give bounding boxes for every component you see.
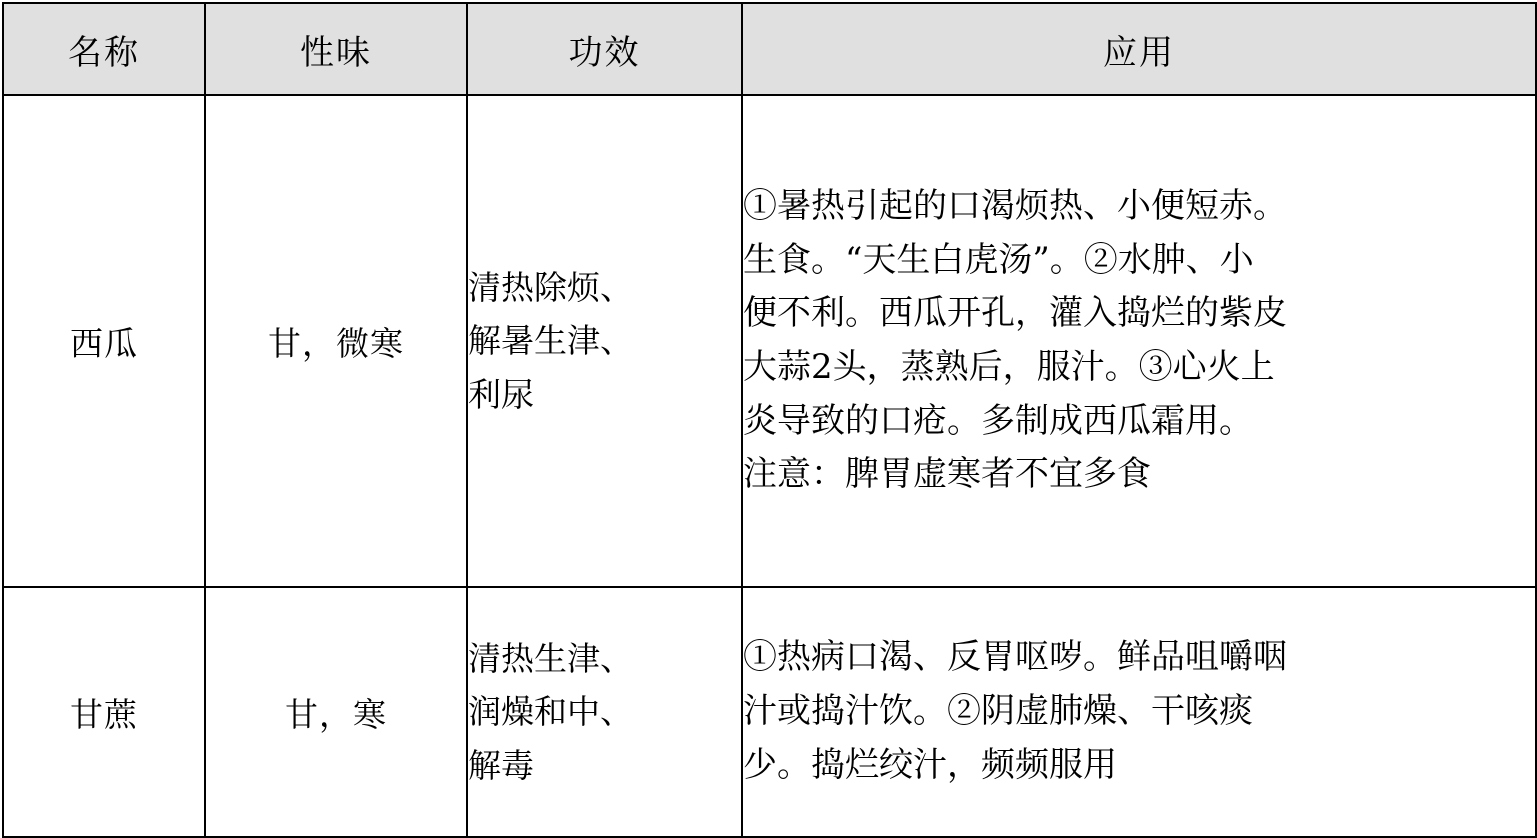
table-header-row xyxy=(3,3,1536,95)
cell-nature: 甘，寒 xyxy=(205,587,467,837)
application-line: ①热病口渴、反胃呕哕。鲜品咀嚼咽 xyxy=(743,637,1287,678)
application-line: 注意：脾胃虚寒者不宜多食 xyxy=(743,454,1151,495)
application-line: 生食。“天生白虎汤”。②水肿、小 xyxy=(743,239,1254,280)
cell-application xyxy=(742,587,1536,837)
cell-effect xyxy=(467,587,742,837)
effect-line: 清热除烦、 xyxy=(468,267,633,307)
cell-name: 甘蔗 xyxy=(3,587,205,837)
table-row xyxy=(3,587,1536,837)
column-header-name: 名称 xyxy=(3,3,205,95)
application-line: 便不利。西瓜开孔，灌入捣烂的紫皮 xyxy=(743,293,1287,334)
application-line: 炎导致的口疮。多制成西瓜霜用。 xyxy=(743,400,1253,441)
application-line: 少。捣烂绞汁，频频服用 xyxy=(743,744,1117,785)
application-line: 大蒜2头，蒸熟后，服汁。③心火上 xyxy=(743,347,1275,387)
effect-line: 润燥和中、 xyxy=(468,692,633,732)
application-line: ①暑热引起的口渴烦热、小便短赤。 xyxy=(743,185,1287,226)
column-header-application: 应用 xyxy=(742,3,1536,95)
table-header xyxy=(3,3,1536,95)
effect-line: 解毒 xyxy=(468,745,534,785)
effect-line: 解暑生津、 xyxy=(468,321,633,361)
effect-line: 清热生津、 xyxy=(468,638,633,678)
effect-line: 利尿 xyxy=(468,374,534,414)
table-body xyxy=(3,95,1536,837)
application-line: 汁或捣汁饮。②阴虚肺燥、干咳痰 xyxy=(743,691,1253,732)
cell-nature: 甘，微寒 xyxy=(205,95,467,587)
herb-table xyxy=(2,2,1537,838)
cell-effect xyxy=(467,95,742,587)
cell-name: 西瓜 xyxy=(3,95,205,587)
cell-application xyxy=(742,95,1536,587)
table-row xyxy=(3,95,1536,587)
column-header-effect: 功效 xyxy=(467,3,742,95)
herb-table-container xyxy=(0,2,1537,836)
column-header-nature: 性味 xyxy=(205,3,467,95)
